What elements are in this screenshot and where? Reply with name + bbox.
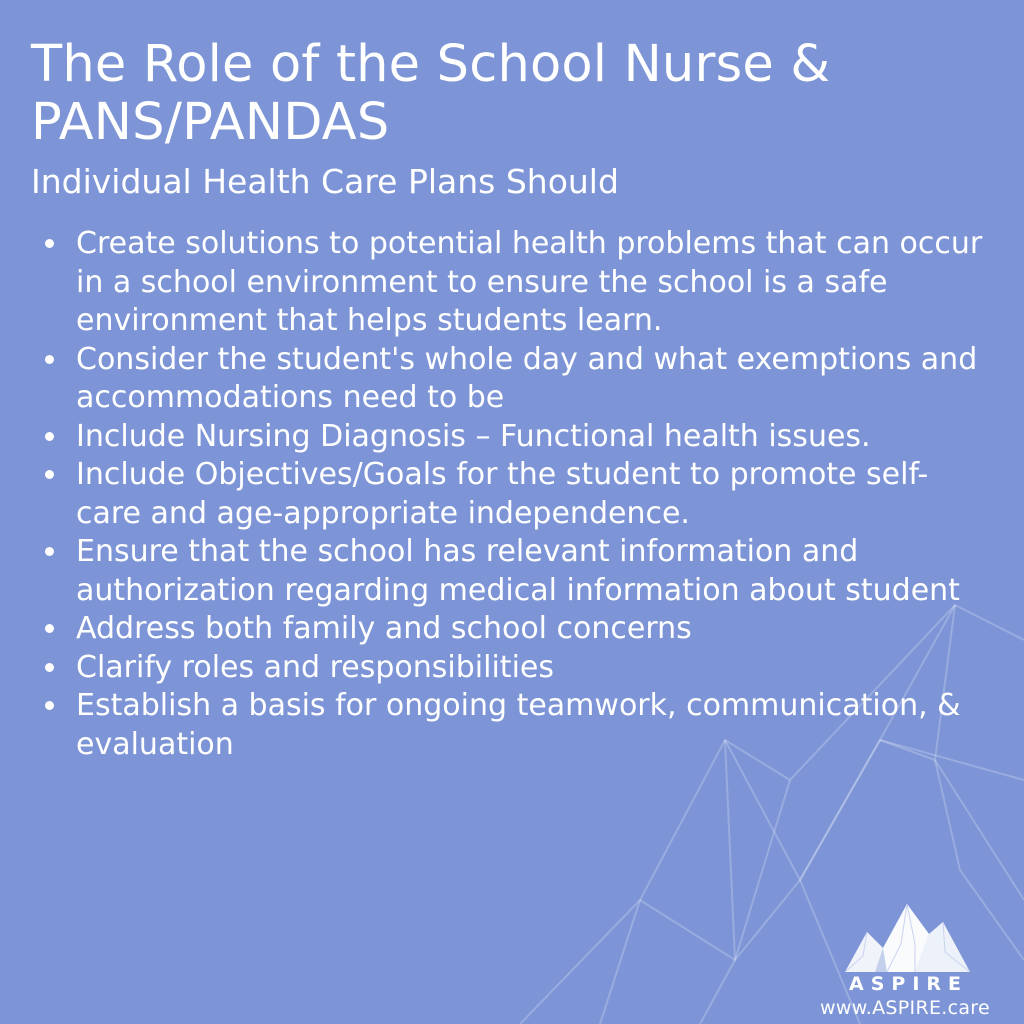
list-item-text: Include Objectives/Goals for the student to promote self-care and age-appropriate independence. bbox=[76, 457, 929, 531]
list-item-text: Include Nursing Diagnosis – Functional health issues. bbox=[76, 418, 871, 454]
aspire-logo bbox=[800, 902, 1010, 1020]
list-item bbox=[31, 341, 991, 418]
logo-wordmark: ASPIRE bbox=[849, 973, 968, 995]
website-url: www.ASPIRE.care bbox=[820, 997, 990, 1019]
list-item-text: Clarify roles and responsibilities bbox=[76, 649, 554, 685]
page-subtitle: Individual Health Care Plans Should bbox=[31, 162, 619, 201]
list-item bbox=[31, 418, 991, 457]
list-item bbox=[31, 687, 991, 764]
bullet-dot-icon bbox=[45, 355, 54, 364]
bullet-dot-icon bbox=[45, 663, 54, 672]
list-item-text: Establish a basis for ongoing teamwork, communication, & evaluation bbox=[76, 688, 961, 762]
bullet-dot-icon bbox=[45, 624, 54, 633]
bullet-dot-icon bbox=[45, 432, 54, 441]
list-item bbox=[31, 610, 991, 649]
main-content bbox=[31, 36, 991, 764]
list-item-text: Consider the student's whole day and what exemptions and accommodations need to be bbox=[76, 341, 978, 415]
list-item-text: Ensure that the school has relevant information and authorization regarding medical information about student bbox=[76, 534, 960, 608]
bullet-dot-icon bbox=[45, 701, 54, 710]
list-item bbox=[31, 456, 991, 533]
bullet-dot-icon bbox=[45, 239, 54, 248]
bullet-dot-icon bbox=[45, 547, 54, 556]
page-title: The Role of the School Nurse & PANS/PANDAS bbox=[31, 35, 831, 152]
mountain-logo-icon bbox=[845, 904, 970, 972]
list-item bbox=[31, 533, 991, 610]
bullet-list bbox=[31, 225, 991, 764]
list-item-text: Address both family and school concerns bbox=[76, 611, 692, 646]
list-item-text: Create solutions to potential health problems that can occur in a school environment to ensure the school is a safe environment that helps students learn. bbox=[76, 226, 983, 338]
list-item bbox=[31, 649, 991, 688]
bullet-dot-icon bbox=[45, 470, 54, 479]
list-item bbox=[31, 225, 991, 341]
